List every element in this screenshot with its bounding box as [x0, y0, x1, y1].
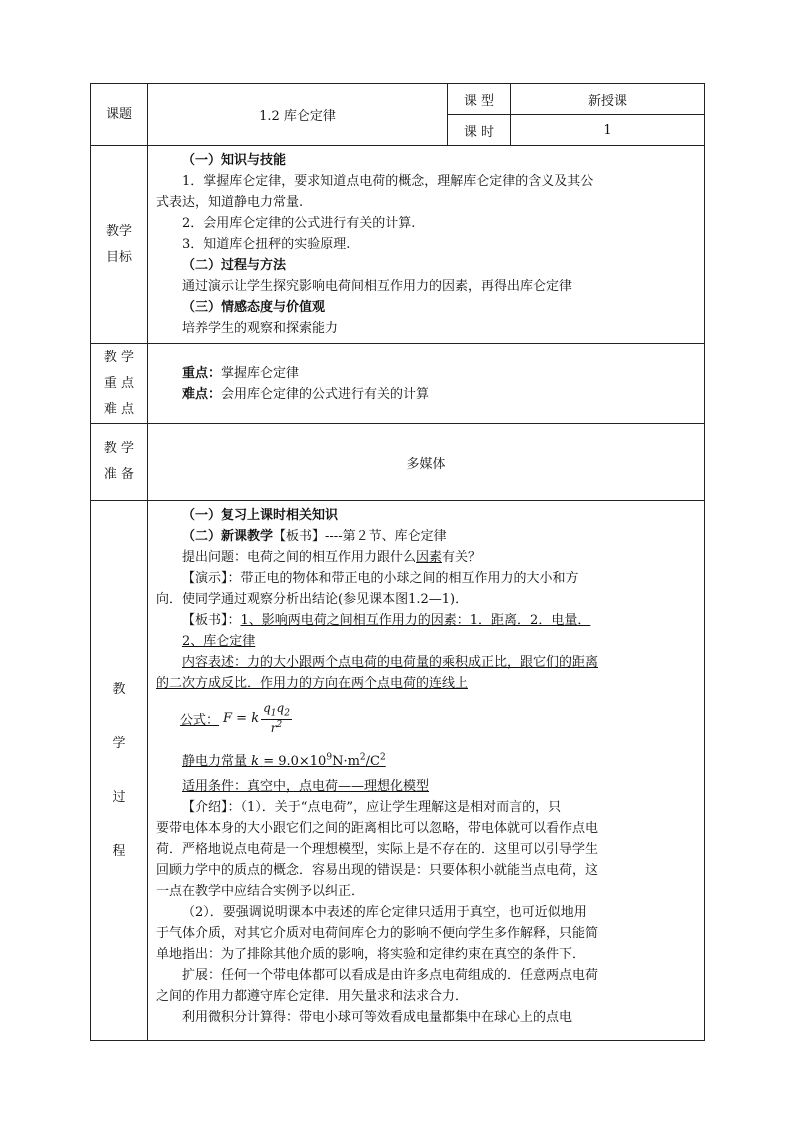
process-board-2: 2、库仑定律 — [182, 634, 256, 649]
hours-value: 1 — [511, 115, 705, 146]
lesson-plan-table — [90, 83, 705, 1041]
extension-line2: 之间的作用力都遵守库仑定律．用矢量求和法求合力． — [156, 989, 469, 1005]
goals-item1b: 式表达，知道静电力常量. — [156, 195, 304, 210]
process-board: 【板书】：1、影响两电荷之间相互作用力的因素：1．距离．2．电量． — [182, 613, 591, 628]
prep-text: 多媒体 — [148, 424, 705, 501]
intro-line8: 单地指出：为了排除其他介质的影响，将实验和定律约束在真空的条件下． — [156, 947, 586, 963]
intro-line4: 回顾力学中的质点的概念．容易出现的错误是：只要体积小就能当点电荷，这 — [156, 863, 599, 879]
process-law-a: 内容表述：力的大小跟两个点电荷的电荷量的乘积成正比，跟它们的距离 — [182, 655, 599, 670]
goals-label: 教学 目标 — [91, 146, 148, 344]
process-law-b: 的二次方成反比．作用力的方向在两个点电荷的连线上 — [156, 676, 469, 691]
goals-section2-text: 通过演示让学生探究影响电荷间相互作用力的因素，再得出库仑定律 — [182, 279, 573, 294]
goals-item2: 2．会用库仑定律的公式进行有关的计算. — [182, 216, 416, 231]
type-value: 新授课 — [511, 84, 705, 115]
coulomb-formula: 公式： F = k $\frac{q_1q_2}{r^2}$ — [180, 701, 290, 735]
type-label: 课 型 — [448, 84, 511, 115]
intro-line1: 【介绍】：（1）．关于“点电荷”，应让学生理解这是相对而言的，只 — [182, 800, 562, 816]
intro-line5: 一点在教学中应结合实例予以纠正． — [156, 884, 365, 900]
topic-label: 课题 — [91, 84, 148, 146]
difficulty-row: 难点：会用库仑定律的公式进行有关的计算 — [182, 386, 430, 402]
process-conditions: 适用条件：真空中，点电荷——理想化模型 — [182, 779, 430, 795]
goals-section3-title: （三）情感态度与价值观 — [182, 300, 326, 315]
keypoint-row: 重点：掌握库仑定律 — [182, 365, 300, 381]
calculus-line: 利用微积分计算得：带电小球可等效看成电量都集中在球心上的点电 — [182, 1010, 573, 1026]
process-demo-b: 向．使同学通过观察分析出结论(参见课本图1.2—1)． — [156, 592, 469, 607]
formula-fraction: $\frac{q_1q_2}{r^2}$ — [263, 701, 290, 735]
intro-line6: （2）．要强调说明课本中表述的库仑定律只适用于真空，也可近似地用 — [182, 905, 587, 921]
keypoints-content — [148, 344, 705, 424]
extension-line1: 扩展：任何一个带电体都可以看成是由许多点电荷组成的．任意两点电荷 — [182, 968, 599, 984]
intro-line2: 要带电体本身的大小跟它们之间的距离相比可以忽略，带电体就可以看作点电 — [156, 821, 599, 837]
keypoints-label: 教 学 重 点 难 点 — [91, 344, 148, 424]
intro-line7: 于气体介质，对其它介质对电荷间库仑力的影响不便向学生多作解释，只能简 — [156, 926, 599, 942]
process-content — [148, 501, 705, 1041]
hours-label: 课 时 — [448, 115, 511, 146]
goals-section1-title: （一）知识与技能 — [182, 153, 287, 168]
prep-label: 教 学 准 备 — [91, 424, 148, 501]
goals-section2-title: （二）过程与方法 — [182, 258, 287, 273]
goals-content — [148, 146, 705, 344]
intro-line3: 荷．严格地说点电荷是一个理想模型，实际上是不存在的．这里可以引导学生 — [156, 842, 599, 858]
process-demo-a: 【演示】：带正电的物体和带正电的小球之间的相互作用力的大小和方 — [182, 571, 579, 586]
goals-item3: 3．知道库仑扭秤的实验原理. — [182, 237, 351, 252]
process-question: 提出问题：电荷之间的相互作用力跟什么因素有关？ — [182, 550, 482, 565]
process-review: （一）复习上课时相关知识 — [182, 508, 339, 523]
goals-item1a: 1．掌握库仑定律，要求知道点电荷的概念，理解库仑定律的含义及其公 — [182, 174, 594, 189]
process-new-lesson: （二）新课教学【板书】----第２节、库仑定律 — [182, 529, 447, 544]
process-label: 教 学 过 程 — [91, 501, 148, 1041]
goals-section3-text: 培养学生的观察和探索能力 — [182, 321, 339, 336]
topic-title: 1.2 库仑定律 — [148, 84, 448, 146]
coulomb-constant: 静电力常量 $k = 9.0\times 10^9N\cdot m^2/C^2$ — [182, 753, 386, 770]
